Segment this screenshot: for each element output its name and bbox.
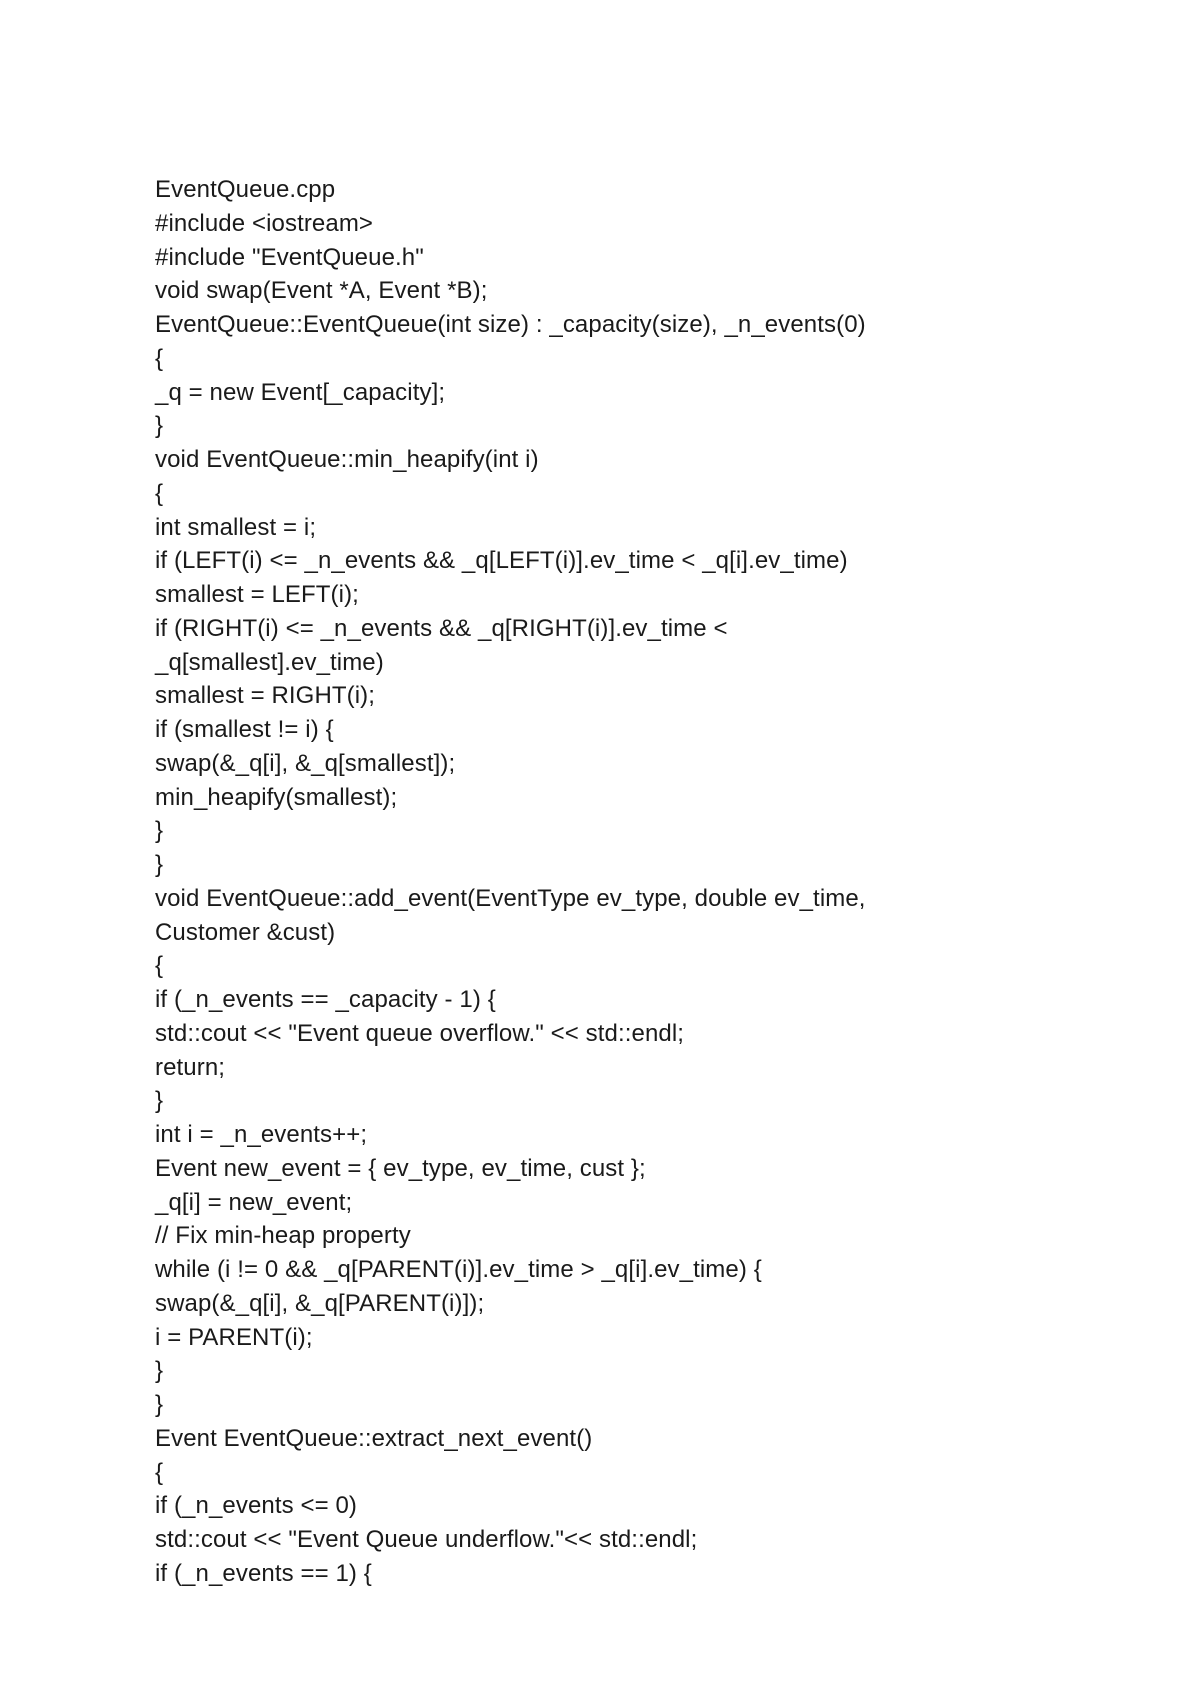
- code-line: }: [155, 817, 164, 845]
- code-line: if (_n_events == _capacity - 1) {: [155, 986, 496, 1013]
- code-line: }: [155, 412, 164, 440]
- code-line: _q[smallest].ev_time): [155, 648, 384, 676]
- code-line: return;: [155, 1053, 226, 1081]
- code-line: if (smallest != i) {: [155, 716, 334, 743]
- code-line: int smallest = i;: [155, 513, 317, 541]
- code-line: std::cout << "Event queue overflow." << std::endl;: [155, 1019, 685, 1047]
- code-line: Event EventQueue::extract_next_event(): [155, 1424, 593, 1452]
- code-line: int i = _n_events++;: [155, 1121, 368, 1148]
- code-line: }: [155, 851, 164, 878]
- code-line: }: [155, 1357, 164, 1385]
- code-line: _q[i] = new_event;: [155, 1188, 353, 1216]
- code-line: {: [155, 479, 164, 507]
- code-line: {: [155, 1458, 164, 1486]
- code-line: void EventQueue::add_event(EventType ev_type, double ev_time,: [155, 884, 866, 912]
- code-line: Customer &cust): [155, 918, 336, 946]
- code-line: // Fix min-heap property: [155, 1222, 411, 1250]
- code-line: #include <iostream>: [155, 209, 374, 237]
- code-line: {: [155, 344, 164, 372]
- code-line: smallest = RIGHT(i);: [155, 682, 376, 710]
- code-line: void swap(Event *A, Event *B);: [155, 277, 488, 305]
- code-line: EventQueue::EventQueue(int size) : _capacity(size), _n_events(0): [155, 311, 866, 338]
- code-line: smallest = LEFT(i);: [155, 581, 359, 608]
- code-line: _q = new Event[_capacity];: [155, 378, 446, 406]
- code-line: if (LEFT(i) <= _n_events && _q[LEFT(i)].ev_time < _q[i].ev_time): [155, 547, 848, 575]
- code-line: {: [155, 952, 164, 980]
- code-line: std::cout << "Event Queue underflow."<< std::endl;: [155, 1526, 698, 1553]
- code-line: swap(&_q[i], &_q[smallest]);: [155, 749, 456, 777]
- code-line: i = PARENT(i);: [155, 1323, 313, 1351]
- code-line: if (RIGHT(i) <= _n_events && _q[RIGHT(i)].ev_time <: [155, 614, 728, 642]
- code-line: swap(&_q[i], &_q[PARENT(i)]);: [155, 1289, 485, 1317]
- code-line: if (_n_events <= 0): [155, 1492, 358, 1520]
- code-line: }: [155, 1391, 164, 1418]
- code-line: EventQueue.cpp: [155, 176, 336, 203]
- code-line: Event new_event = { ev_type, ev_time, cust };: [155, 1154, 646, 1182]
- code-line: }: [155, 1087, 164, 1115]
- code-line: min_heapify(smallest);: [155, 783, 398, 811]
- code-line: if (_n_events == 1) {: [155, 1559, 372, 1587]
- code-line: void EventQueue::min_heapify(int i): [155, 446, 539, 473]
- code-text-body: [155, 173, 1155, 1591]
- code-line: #include "EventQueue.h": [155, 243, 424, 271]
- code-line: while (i != 0 && _q[PARENT(i)].ev_time > _q[i].ev_time) {: [155, 1256, 762, 1283]
